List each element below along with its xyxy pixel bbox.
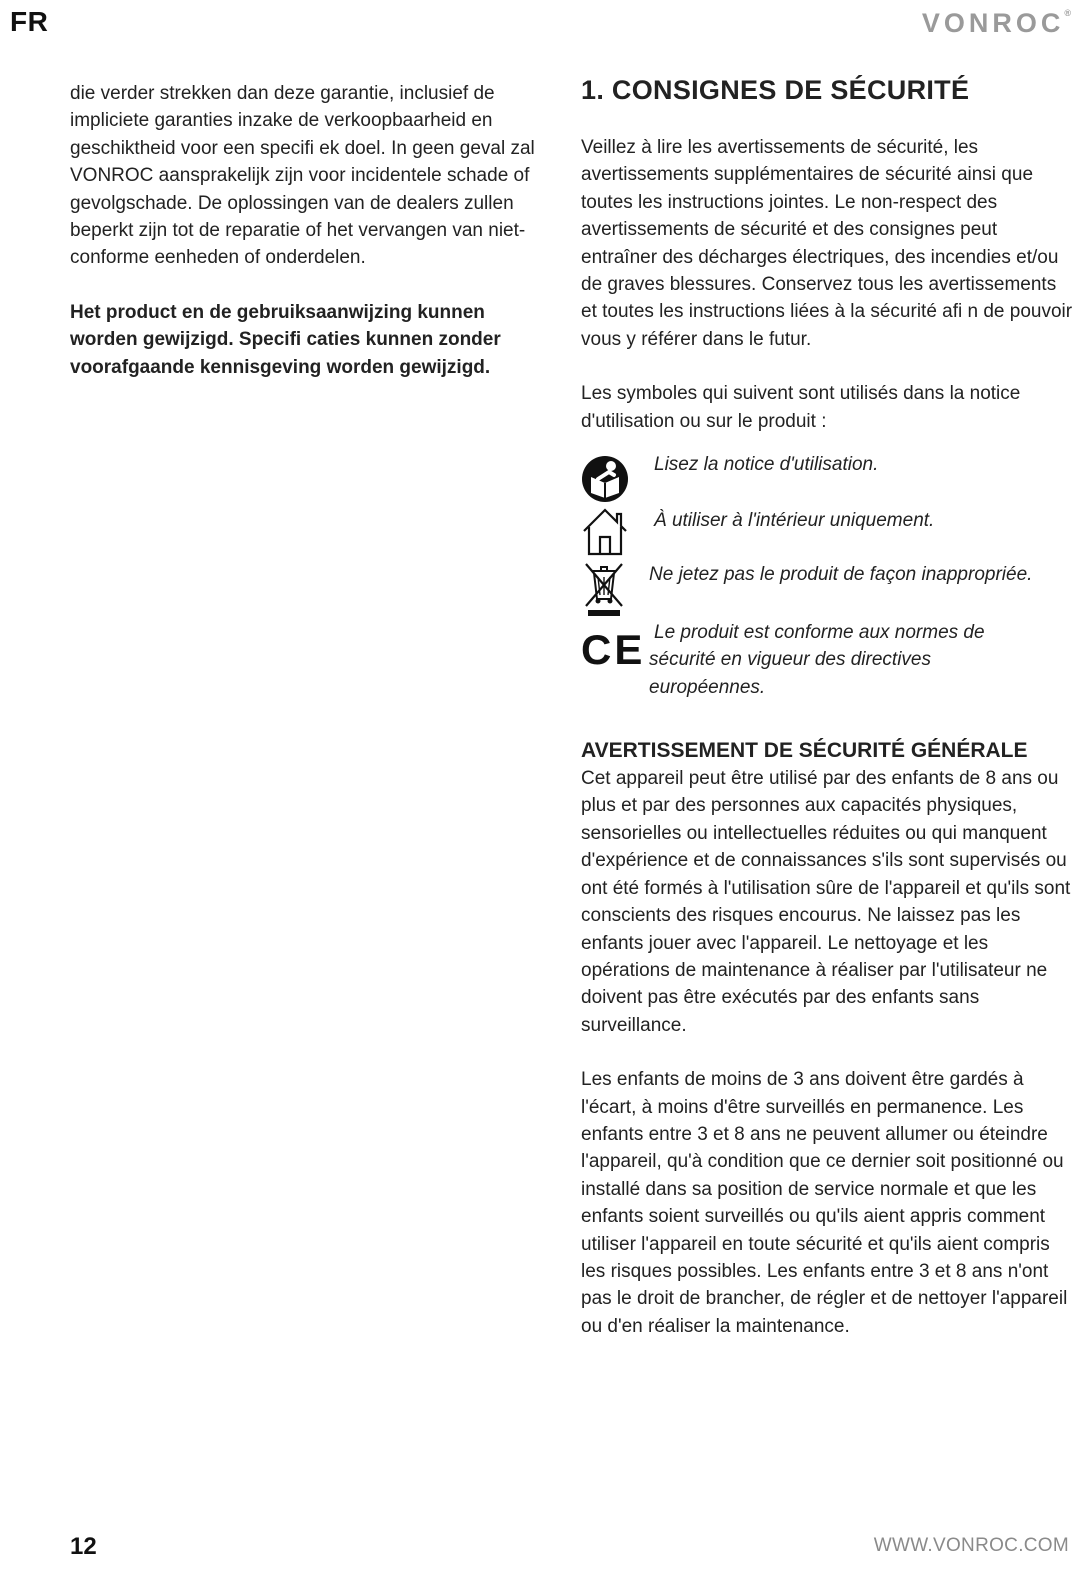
children-paragraph: Les enfants de moins de 3 ans doivent être gardés à l'écart, à moins d'être surveillés en permanence. Les enfants entre 3 et 8 ans ne peuvent allumer ou éteindre l'appareil, qu'à condition que ce dernier soit positionné ou installé dans sa position de service normale et que les enfants soient surveillés ou qu'ils aient appris comment utiliser l'appareil en toute sécurité et qu'ils aient compris les risques possibles. Les enfants entre 3 et 8 ans n'ont pas le droit de brancher, de régler et de nettoyer l'appareil ou d'en réaliser la maintenance. xyxy=(581,1069,1068,1337)
page-number: 12 xyxy=(70,1533,97,1560)
indoor-house-icon xyxy=(581,507,629,557)
right-column xyxy=(581,72,1077,1340)
ce-mark-icon: CE xyxy=(581,626,646,674)
weee-bin-icon xyxy=(583,561,625,617)
symbol-text: Lisez la notice d'utilisation. xyxy=(654,454,879,476)
brand-logo xyxy=(922,8,1071,39)
general-warning-paragraph: Cet appareil peut être utilisé par des enfants de 8 ans ou plus et par des personnes aux capacités physiques, sensorielles ou intellectuelles réduites ou qui manquent d'expérience et de connaissances s'ils sont supervisés ou ont été formés à l'utilisation sûre de l'appareil et qu'ils sont conscients des risques encourus. Ne laissez pas les enfants jouer avec l'appareil. Le nettoyage et les opérations de maintenance à réaliser par l'utilisateur ne doivent pas être exécutés par des enfants sans surveillance. xyxy=(581,768,1071,1036)
read-manual-icon xyxy=(581,455,629,503)
left-column xyxy=(70,80,550,381)
language-code: FR xyxy=(10,6,49,37)
brand-name: VONROC xyxy=(921,8,1065,38)
section-title: 1. CONSIGNES DE SÉCURITÉ xyxy=(581,75,970,105)
safety-intro-paragraph: Veillez à lire les avertissements de sécurité, les avertissements supplémentaires de sécurité ainsi que toutes les instructions jointes. Le non-respect des avertissements de sécurité et des consignes peut entraîner des décharges électriques, des incendies et/ou de graves blessures. Conservez tous les avertissements et toutes les instructions liées à la sécurité afi n de pouvoir vous y référer dans le futur. xyxy=(581,137,1073,350)
change-notice-paragraph: Het product en de gebruiksaanwijzing kunnen worden gewijzigd. Specifi caties kunnen zonder voorafgaande kennisgeving worden gewijzigd. xyxy=(70,301,501,378)
brand-registered-mark: ® xyxy=(1064,8,1071,18)
symbol-row xyxy=(581,622,1077,715)
symbol-text: Ne jetez pas le produit de façon inappropriée. xyxy=(649,564,1033,586)
symbols-list xyxy=(581,454,1077,715)
general-warning-heading: AVERTISSEMENT DE SÉCURITÉ GÉNÉRALE xyxy=(581,739,1028,763)
symbol-text: Le produit est conforme aux normes de sécurité en vigueur des directives européennes. xyxy=(649,622,985,698)
website-url: WWW.VONROC.COM xyxy=(873,1535,1069,1556)
warranty-paragraph: die verder strekken dan deze garantie, inclusief de impliciete garanties inzake de verkoopbaarheid en geschiktheid voor een specifi ek doel. In geen geval zal VONROC aansprakelijk zijn voor incidentele schade of gevolgschade. De oplossingen van de dealers zullen beperkt zijn tot de reparatie of het vervangen van niet-conforme eenheden of onderdelen. xyxy=(70,83,535,269)
symbol-text: À utiliser à l'intérieur uniquement. xyxy=(654,510,935,532)
symbols-intro-paragraph: Les symboles qui suivent sont utilisés dans la notice d'utilisation ou sur le produit : xyxy=(581,383,1021,432)
